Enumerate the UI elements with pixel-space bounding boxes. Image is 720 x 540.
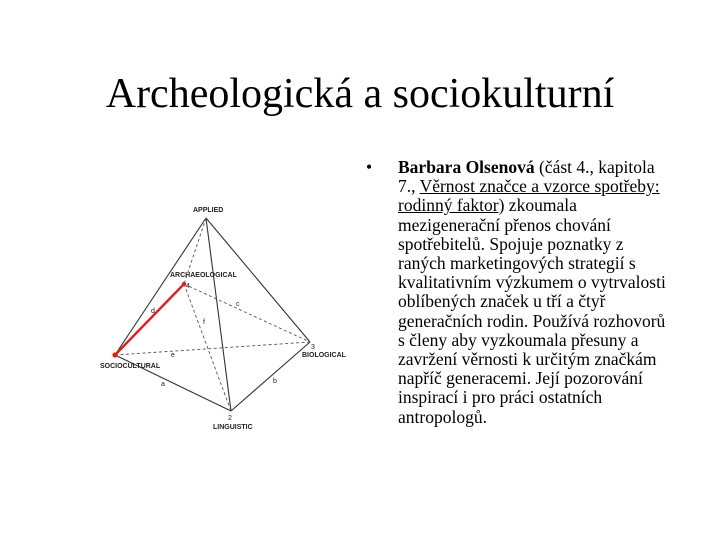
edge-apex-linguistic — [206, 218, 231, 411]
label-applied: APPLIED — [193, 207, 224, 214]
edge-letter-f: f — [203, 319, 205, 326]
edge-apex-biological — [206, 218, 310, 342]
edge-e — [115, 342, 310, 355]
label-biological: BIOLOGICAL — [302, 352, 346, 359]
edge-letter-d: d — [151, 308, 155, 315]
edge-apex-sociocultural — [115, 218, 206, 355]
label-sociocultural: SOCIOCULTURAL — [100, 363, 161, 370]
text-after-reference: ) zkoumala mezigenerační přenos chování spotřebitelů. Spojuje poznatky z raných marketingových strategií s kvalitativním výzkumem o vytrvalosti oblíbených značek u tří a čtyř generačních rodin. Používá rozhovorů s členy aby vyzkoumala přesuny a zavržení věrnosti k určitým značkám napříč generacemi. Její pozorování inspirací i pro práci ostatních antropologů. — [398, 195, 666, 427]
text-before-reference: (část 4., kapitola 7., — [398, 157, 655, 197]
tetrahedron-diagram — [100, 200, 360, 440]
vertex-sociocultural-dot — [112, 352, 117, 357]
edge-c — [184, 284, 310, 342]
edge-letter-c: c — [236, 301, 240, 308]
bullet-text — [398, 158, 666, 427]
bullet-marker: • — [366, 157, 373, 177]
author-name: Barbara Olsenová — [398, 157, 535, 177]
slide-title: Archeologická a sociokulturní — [105, 71, 615, 117]
label-linguistic: LINGUISTIC — [213, 424, 253, 431]
tetrahedron-svg — [100, 200, 360, 440]
label-archaeological: ARCHAEOLOGICAL — [170, 272, 237, 279]
edge-d-highlight — [115, 284, 184, 355]
edge-b — [231, 342, 310, 411]
edge-letter-a: a — [161, 381, 165, 388]
vertex-number-4: 4 — [186, 283, 190, 290]
bullet-item — [366, 158, 666, 427]
chapter-reference: Věrnost značce a vzorce spotřeby: rodinný faktor — [398, 176, 660, 216]
edge-letter-b: b — [273, 378, 277, 385]
vertex-number-2: 2 — [228, 415, 232, 422]
edge-letter-e: e — [171, 352, 175, 359]
vertex-number-3: 3 — [311, 344, 315, 351]
